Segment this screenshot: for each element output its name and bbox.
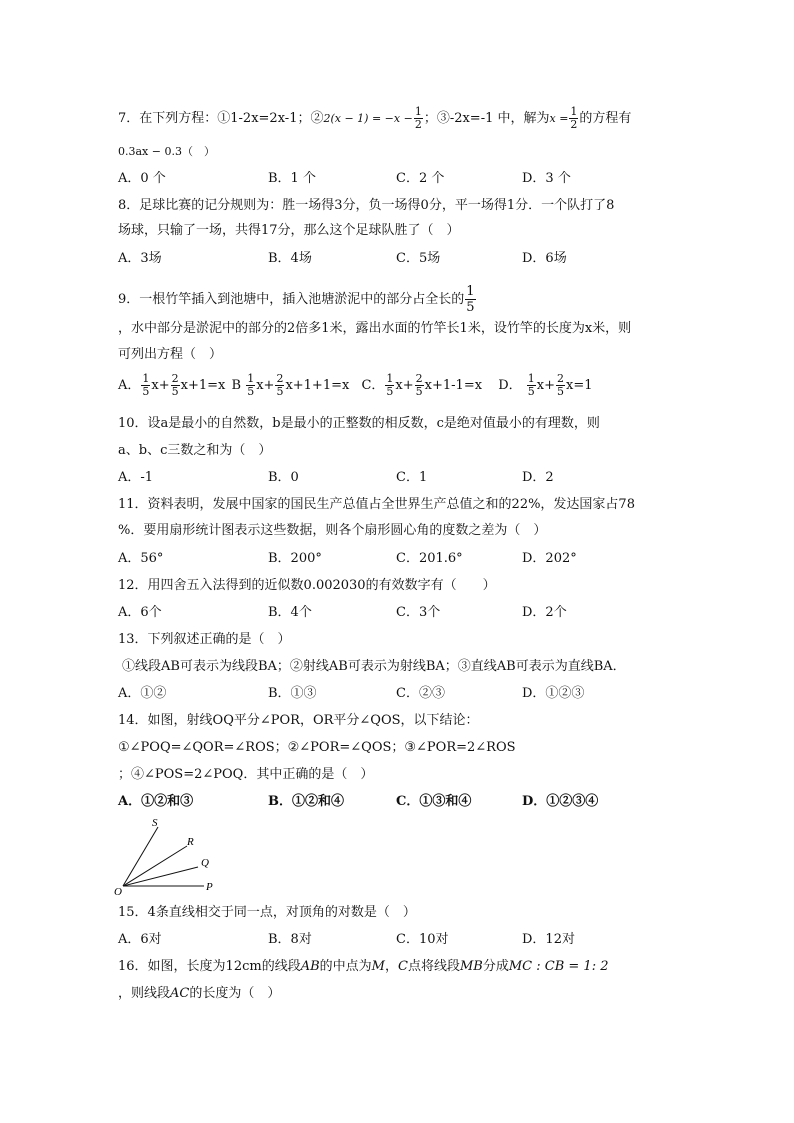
q11-option-c[interactable]: C．201.6° [396,551,463,566]
q13-option-a[interactable]: A．①② [118,686,167,701]
q14-option-c[interactable]: C．①③和④ [396,794,472,809]
q16-ab: AB [300,959,320,974]
q9-option-a[interactable]: A． $\frac{1}{5}$ x+ $\frac{2}{5}$ x+1=x [118,372,226,398]
q13-option-b[interactable]: B．①③ [268,686,317,701]
q16-ratio: MC : CB = 1: 2 [508,959,609,974]
q7-frac-half: $\frac{1}{2}$ [414,105,422,131]
q14-option-b[interactable]: B．①②和④ [268,794,344,809]
q9-option-c[interactable]: C． $\frac{1}{5}$ x+ $\frac{2}{5}$ x+1-1=x [361,372,483,398]
label-s: S [152,817,158,829]
q7-frac-solution: $\frac{1}{2}$ [570,105,578,131]
q11-line2: %．要用扇形统计图表示这些数据，则各个扇形圆心角的度数之差为（ ） [118,523,547,538]
q11-option-a[interactable]: A．56° [118,551,164,566]
q8-option-c[interactable]: C．5场 [396,251,441,266]
q13-option-d[interactable]: D．①②③ [522,686,585,701]
q11-option-b[interactable]: B．200° [268,551,322,566]
q9-line1 [118,284,477,315]
q12-line1: 12．用四舍五入法得到的近似数0.002030的有效数字有（ ） [118,578,496,593]
q15-option-b[interactable]: B．8对 [268,932,312,947]
q9-options [118,373,593,398]
q14-option-d[interactable]: D．①②③④ [522,794,599,809]
q8-option-a[interactable]: A．3场 [118,251,162,266]
q7-option-b[interactable]: B．1 个 [268,171,316,186]
q15-option-d[interactable]: D．12对 [522,932,575,947]
q7-stem-c: 的方程有 [579,111,632,126]
q7-option-a[interactable]: A．0 个 [118,171,166,186]
q15-option-c[interactable]: C．10对 [396,932,449,947]
q7-line1 [118,106,631,131]
ray-oq [123,867,198,886]
q10-option-a[interactable]: A．-1 [118,470,154,485]
q13-line2: ①线段AB可表示为线段BA；②射线AB可表示为射线BA；③直线AB可表示为直线BA． [122,659,626,674]
ray-or [123,846,187,886]
q16-line1: 16．如图，长度为12cm的线段AB的中点为M，C点将线段MB分成MC : CB = 1: 2 [118,959,609,974]
q7-line2: 0.3ax − 0.3（ ） [118,145,215,158]
q14-option-a[interactable]: A．①②和③ [118,794,194,809]
ray-os [123,827,158,886]
q14-line2: ①∠POQ=∠QOR=∠ROS；②∠POR=∠QOS；③∠POR=2∠ROS [118,740,516,755]
q14-line1: 14．如图，射线OQ平分∠POR，OR平分∠QOS，以下结论： [118,713,479,728]
q7-x-eq: x = [549,112,569,125]
q9-stem: 9．一根竹竿插入到池塘中，插入池塘淤泥中的部分占全长的 [118,292,465,307]
q11-option-d[interactable]: D．202° [522,551,577,566]
q9-option-b[interactable]: B $\frac{1}{5}$ x+ $\frac{2}{5}$ x+1+1=x [231,372,350,398]
q7-stem-a: 7．在下列方程：①1-2x=2x-1；② [118,111,324,126]
q9-line3: 可列出方程（ ） [118,347,223,362]
q10-option-d[interactable]: D．2 [522,470,554,485]
q7-option-d[interactable]: D．3 个 [522,171,571,186]
q7-eq2: 2(x − 1) = −x − [323,112,413,125]
q16-m: M [371,959,385,974]
q7-option-c[interactable]: C．2 个 [396,171,445,186]
q8-line2: 场球，只输了一场，共得17分，那么这个足球队胜了（ ） [118,223,460,238]
q10-option-c[interactable]: C．1 [396,470,428,485]
q16-ac: AC [170,986,190,1001]
q9-line2: ，水中部分是淤泥中的部分的2倍多1米，露出水面的竹竿长1米，设竹竿的长度为x米，则 [118,321,632,336]
q16-mb: MB [459,959,483,974]
q14-line3: ；④∠POS=2∠POQ．其中正确的是（ ） [118,767,374,782]
q7-stem-b: ；③-2x=-1 中，解为 [423,111,550,126]
q10-line2: a、b、c三数之和为（ ） [118,443,272,458]
q15-line1: 15．4条直线相交于同一点，对顶角的对数是（ ） [118,905,416,920]
label-r: R [187,836,194,848]
q12-option-b[interactable]: B．4个 [268,605,312,620]
angle-figure [112,812,232,896]
q15-option-a[interactable]: A．6对 [118,932,162,947]
q12-option-c[interactable]: C．3个 [396,605,441,620]
q8-line1: 8．足球比赛的记分规则为：胜一场得3分，负一场得0分，平一场得1分．一个队打了8 [118,198,615,213]
q8-option-b[interactable]: B．4场 [268,251,312,266]
q10-option-b[interactable]: B．0 [268,470,299,485]
q16-c: C [398,959,408,974]
q12-option-d[interactable]: D．2个 [522,605,567,620]
q13-line1: 13．下列叙述正确的是（ ） [118,632,291,647]
label-o: O [114,886,122,896]
q9-option-d[interactable]: D． $\frac{1}{5}$ x+ $\frac{2}{5}$ x=1 [498,372,593,398]
q11-line1: 11．资料表明，发展中国家的国民生产总值占全世界生产总值之和的22%，发达国家占78 [118,497,635,512]
q13-option-c[interactable]: C．②③ [396,686,445,701]
label-p: P [206,881,213,893]
label-q: Q [201,857,209,869]
q9-frac-one-fifth: $\frac{1}{5}$ [466,284,475,315]
q8-option-d[interactable]: D．6场 [522,251,567,266]
q12-option-a[interactable]: A．6个 [118,605,162,620]
q10-line1: 10．设a是最小的自然数，b是最小的正整数的相反数，c是绝对值最小的有理数，则 [118,416,600,431]
q16-line2: ，则线段AC的长度为（ ） [118,986,281,1001]
